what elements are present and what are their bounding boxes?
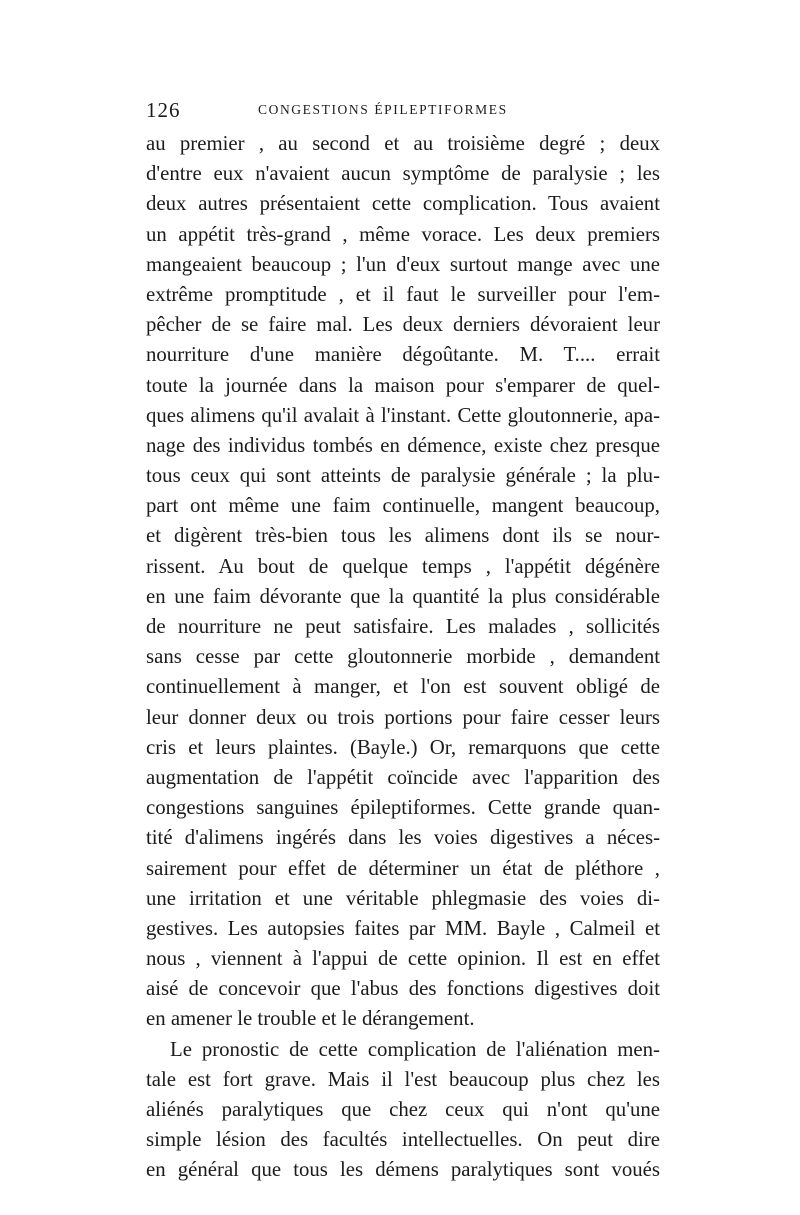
text-line: toute la journée dans la maison pour s'emparer de quel-	[146, 373, 660, 397]
text-line: continuellement à manger, et l'on est souvent obligé de	[146, 675, 660, 699]
text-line: sairement pour effet de déterminer un état de pléthore ,	[146, 856, 660, 880]
text-line: part ont même une faim continuelle, mangent beaucoup,	[146, 494, 660, 518]
text-line: leur donner deux ou trois portions pour faire cesser leurs	[146, 705, 660, 729]
text-line: simple lésion des facultés intellectuelles. On peut dire	[146, 1128, 660, 1152]
text-line: une irritation et une véritable phlegmasie des voies di-	[146, 886, 660, 910]
text-line: gestives. Les autopsies faites par MM. Bayle , Calmeil et	[146, 916, 660, 940]
text-line: nage des individus tombés en démence, existe chez presque	[146, 433, 660, 457]
body-text	[146, 129, 660, 1186]
text-line: un appétit très-grand , même vorace. Les deux premiers	[146, 222, 660, 246]
paragraph-start-line: Le pronostic de cette complication de l'aliénation men-	[170, 1037, 660, 1061]
text-line: en une faim dévorante que la quantité la plus considérable	[146, 584, 660, 608]
text-line: aliénés paralytiques que chez ceux qui n'ont qu'une	[146, 1098, 660, 1121]
paragraph-end-line: en amener le trouble et le dérangement.	[146, 1007, 475, 1031]
text-line: tale est fort grave. Mais il l'est beaucoup plus chez les	[146, 1067, 660, 1091]
text-line: cris et leurs plaintes. (Bayle.) Or, remarquons que cette	[146, 735, 660, 759]
text-line: augmentation de l'appétit coïncide avec l'apparition des	[146, 765, 660, 789]
page-number: 126	[146, 98, 181, 122]
text-line: en général que tous les démens paralytiques sont voués	[146, 1158, 660, 1182]
text-line: ques alimens qu'il avalait à l'instant. Cette gloutonnerie, apa-	[146, 403, 660, 427]
text-line: nourriture d'une manière dégoûtante. M. T.... errait	[146, 343, 660, 367]
text-line: tous ceux qui sont atteints de paralysie générale ; la plu-	[146, 464, 660, 488]
text-line: aisé de concevoir que l'abus des fonctions digestives doit	[146, 977, 660, 1001]
text-line: de nourriture ne peut satisfaire. Les malades , sollicités	[146, 615, 660, 638]
text-line: et digèrent très-bien tous les alimens dont ils se nour-	[146, 524, 660, 548]
text-line: tité d'alimens ingérés dans les voies digestives a néces-	[146, 826, 660, 850]
text-line: extrême promptitude , et il faut le surveiller pour l'em-	[146, 282, 660, 306]
text-line: rissent. Au bout de quelque temps , l'appétit dégénère	[146, 554, 660, 578]
text-line: au premier , au second et au troisième degré ; deux	[146, 132, 660, 155]
text-line: nous , viennent à l'appui de cette opinion. Il est en effet	[146, 947, 660, 971]
text-line: congestions sanguines épileptiformes. Cette grande quan-	[146, 796, 660, 820]
text-line: d'entre eux n'avaient aucun symptôme de paralysie ; les	[146, 162, 660, 186]
text-line: deux autres présentaient cette complication. Tous avaient	[146, 192, 660, 216]
running-header	[146, 96, 660, 124]
running-title: CONGESTIONS ÉPILEPTIFORMES	[258, 102, 508, 117]
text-line: mangeaient beaucoup ; l'un d'eux surtout mange avec une	[146, 252, 660, 276]
text-line: pêcher de se faire mal. Les deux derniers dévoraient leur	[146, 313, 660, 337]
text-line: sans cesse par cette gloutonnerie morbide , demandent	[146, 645, 660, 669]
